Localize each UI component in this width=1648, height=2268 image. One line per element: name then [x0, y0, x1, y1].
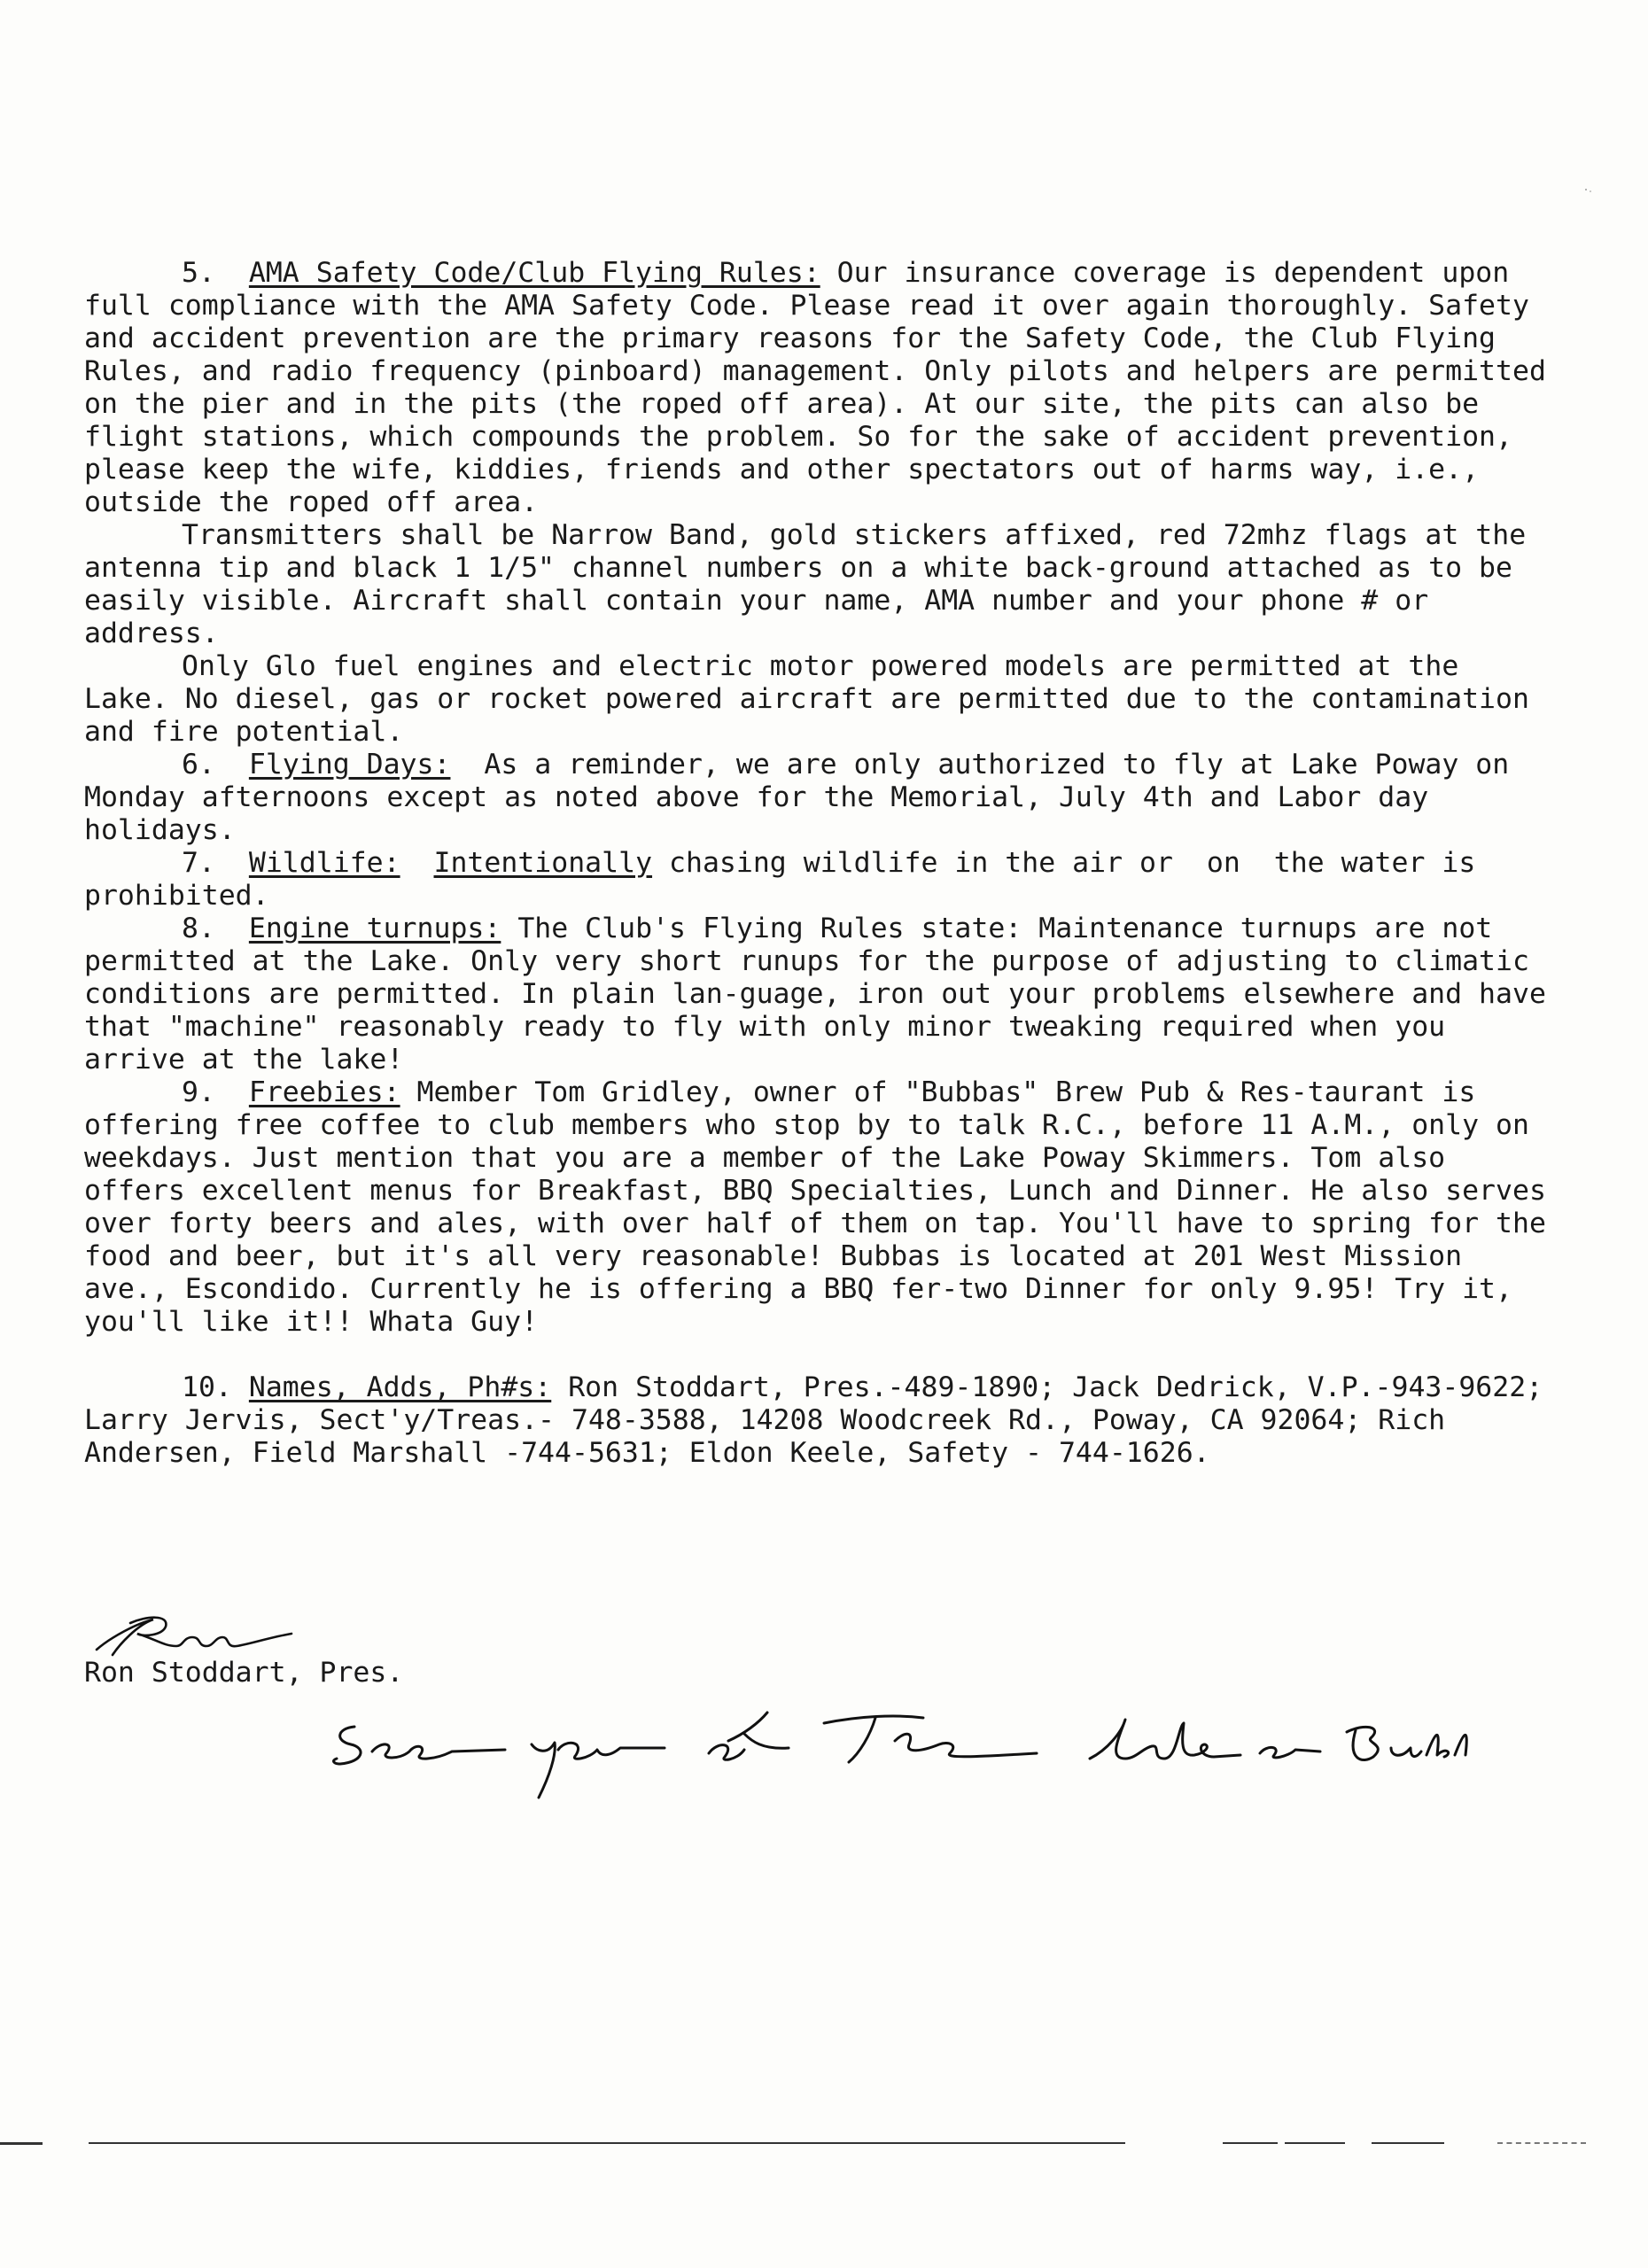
bottom-rule-4: [1285, 2142, 1345, 2144]
item-5-title: AMA Safety Code/Club Flying Rules:: [248, 257, 820, 289]
transmitter-paragraph: Transmitters shall be Narrow Band, gold stickers affixed, red 72mhz flags at the antenna tip and black 1 1/5" channel numbers on a white back-ground attached as to be easily visible. Aircraft shall contain your name, AMA number and your phone # or address.: [84, 519, 1543, 649]
item-number: 7.: [182, 847, 215, 879]
item-5-paragraph: [84, 257, 1563, 519]
item-number: 8.: [182, 913, 215, 944]
fuel-paragraph: Only Glo fuel engines and electric motor powered models are permitted at the Lake. No diesel, gas or rocket powered aircraft are permitted due to the contamination and fire potential.: [84, 650, 1546, 748]
item-7-emphasis: Intentionally: [433, 847, 653, 879]
item-10-title: Names, Adds, Ph#s:: [248, 1371, 552, 1403]
item-7-text: chasing wildlife in the air or on the water is prohibited.: [84, 847, 1493, 912]
handwritten-note: [328, 1705, 1497, 1812]
item-5-text: Our insurance coverage is dependent upon full compliance with the AMA Safety Code. Please read it over again thoroughly. Safety and accident prevention are the primary reasons for the Safety Code, the Club Flying Rules, and radio frequency (pinboard) management. Only pilots and helpers are permitted on the pier and in the pits (the roped off area). At our site, the pits can also be flight stations, which compounds the problem. So for the sake of accident prevention, please keep the wife, kiddies, friends and other spectators out of harms way, i.e., outside the roped off area.: [84, 257, 1563, 518]
item-8-text: The Club's Flying Rules state: Maintenance turnups are not permitted at the Lake. Only very short runups for the purpose of adjusting to climatic conditions are permitted. In plain lan-guage, iron out your problems elsewhere and have that "machine" reasonably ready to fly with only minor tweaking required when you arrive at the lake!: [84, 913, 1563, 1076]
document-body: [84, 257, 1563, 1470]
item-6-paragraph: [84, 749, 1555, 847]
item-9-text: Member Tom Gridley, owner of "Bubbas" Brew Pub & Res-taurant is offering free coffee to club members who stop by to talk R.C., before 11 A.M., only on weekdays. Just mention that you are a member of the Lake Poway Skimmers. Tom also offers excellent menus for Breakfast, BBQ Specialties, Lunch and Dinner. He also serves over forty beers and ales, with over half of them on tap. You'll have to spring for the food and beer, but it's all very reasonable! Bubbas is located at 201 West Mission ave., Escondido. Currently he is offering a BBQ fer-two Dinner for only 9.95! Try it, you'll like it!! Whata Guy!: [84, 1076, 1563, 1338]
item-number: 6.: [182, 749, 215, 781]
bottom-rule-5: [1372, 2142, 1444, 2144]
item-9-paragraph: [84, 1076, 1563, 1339]
bottom-rule-2: [89, 2142, 1125, 2144]
signature-ron-handwritten: [84, 1611, 297, 1664]
bottom-rule-1: [0, 2142, 43, 2145]
signature-printed-name: Ron Stoddart, Pres.: [84, 1657, 404, 1689]
paragraph-gap: [84, 1339, 1555, 1371]
item-6-text: As a reminder, we are only authorized to fly at Lake Poway on Monday afternoons except as noted above for the Memorial, July 4th and Labor day holidays.: [84, 749, 1527, 846]
item-10-paragraph: [84, 1371, 1560, 1470]
item-8-title: Engine turnups:: [248, 913, 501, 944]
item-6-title: Flying Days:: [248, 749, 451, 781]
item-9-title: Freebies:: [248, 1076, 400, 1108]
item-10-text: Ron Stoddart, Pres.-489-1890; Jack Dedrick, V.P.-943-9622; Larry Jervis, Sect'y/Treas.- 748-3588, 14208 Woodcreek Rd., Poway, CA 92064; Rich Andersen, Field Marshall -744-5631; Eldon Keele, Safety - 744-1626.: [84, 1371, 1560, 1469]
scan-speck: [1584, 188, 1593, 193]
item-number: 5.: [182, 257, 215, 289]
bottom-rule-6: [1497, 2142, 1586, 2144]
bottom-rule-3: [1223, 2142, 1278, 2144]
item-7-title: Wildlife:: [248, 847, 400, 879]
item-number: 10.: [182, 1371, 232, 1403]
item-number: 9.: [182, 1076, 215, 1108]
item-8-paragraph: [84, 913, 1563, 1076]
item-7-paragraph: [84, 847, 1555, 913]
